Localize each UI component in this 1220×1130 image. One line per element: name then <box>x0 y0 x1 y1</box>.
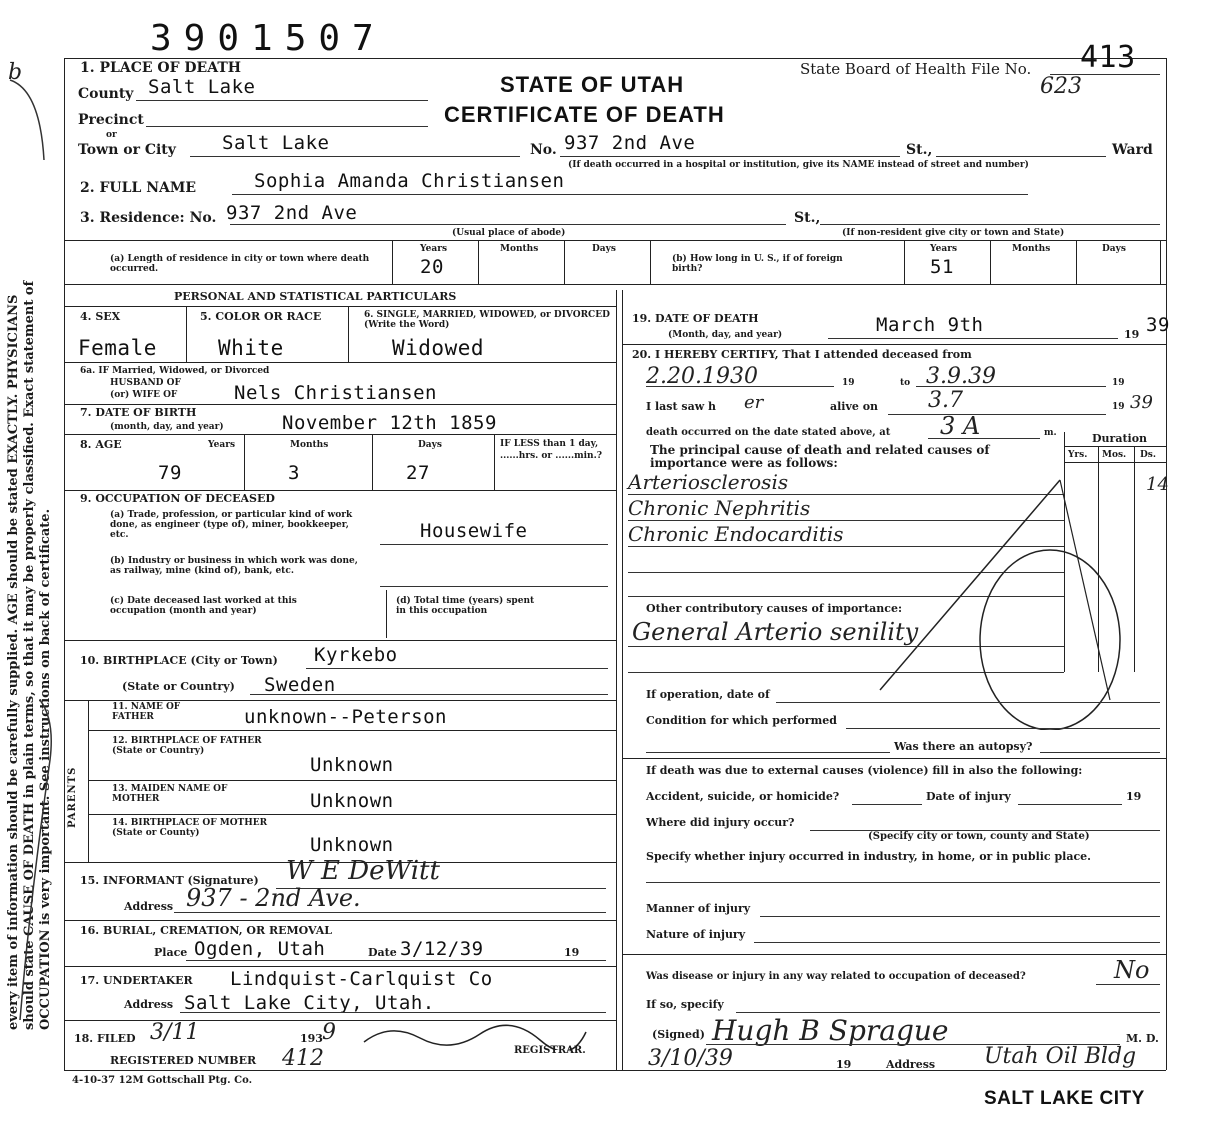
town-line <box>190 156 520 157</box>
attended-from-19: 19 <box>842 378 855 388</box>
birthplace-country: Sweden <box>264 674 336 696</box>
certificate-title: CERTIFICATE OF DEATH <box>444 102 725 127</box>
father-bp-rule <box>88 780 616 781</box>
informant-address-line <box>174 912 606 913</box>
residence-st-label: St., <box>794 210 821 226</box>
filed-value: 3/11 <box>150 1020 200 1045</box>
undertaker-label: 17. UNDERTAKER <box>80 974 193 987</box>
external-label: If death was due to external causes (violence) fill in also the following: <box>646 764 1083 777</box>
manner-line <box>760 916 1160 917</box>
full-name-label: 2. FULL NAME <box>80 180 197 196</box>
precinct-line <box>146 126 428 127</box>
ward-label: Ward <box>1112 142 1153 158</box>
residence-st-line <box>820 224 1160 225</box>
death-date-sub: (Month, day, and year) <box>668 330 783 340</box>
burial-year-label: 19 <box>564 946 580 959</box>
personal-header: PERSONAL AND STATISTICAL PARTICULARS <box>174 290 457 303</box>
registrar-label: REGISTRAR. <box>514 1045 586 1056</box>
md-label: M. D. <box>1126 1032 1159 1045</box>
us-years-value: 51 <box>930 256 954 278</box>
us-v2 <box>990 240 991 284</box>
center-divider <box>616 290 617 1070</box>
injury-date-label: Date of injury <box>926 790 1011 803</box>
file-no-value: 413 <box>1080 40 1136 75</box>
if-so-label: If so, specify <box>646 998 724 1011</box>
birthplace-line <box>306 668 608 669</box>
causes-label: The principal cause of death and related causes of importance were as follows: <box>650 443 990 470</box>
age-years-value: 79 <box>158 462 182 484</box>
burial-date: 3/12/39 <box>400 938 484 960</box>
state-title: STATE OF UTAH <box>500 72 685 97</box>
parents-side-label: PARENTS <box>67 766 78 828</box>
alive-19: 19 <box>1112 402 1125 412</box>
sex-label: 4. SEX <box>80 310 121 323</box>
age-days-value: 27 <box>406 462 430 484</box>
precinct-label: Precinct <box>78 112 144 128</box>
mother-rule <box>88 814 616 815</box>
spouse-rule <box>64 404 616 405</box>
burial-place-label: Place <box>154 946 188 959</box>
ds-label: Ds. <box>1140 450 1157 460</box>
filed-year: 9 <box>322 1020 336 1045</box>
alive-year: 39 <box>1130 392 1153 413</box>
nature-rule <box>622 954 1166 955</box>
age-months-label: Months <box>290 440 329 450</box>
border-right <box>1166 58 1167 1070</box>
hospital-note: (If death occurred in a hospital or institution, give its NAME instead of street and number) <box>568 160 1029 170</box>
border-left <box>64 58 65 1070</box>
burial-place: Ogden, Utah <box>194 938 326 960</box>
address-line <box>560 156 900 157</box>
death-year-label: 19 <box>1124 328 1140 341</box>
dob-label-1: 7. DATE OF BIRTH <box>80 406 197 419</box>
m-label: m. <box>1044 428 1057 438</box>
mother-value: Unknown <box>310 790 394 812</box>
us-v1 <box>904 240 905 284</box>
informant-address-label: Address <box>124 900 174 913</box>
alive-date: 3.7 <box>928 388 963 413</box>
residence-value: 937 2nd Ave <box>226 202 358 224</box>
ward-line <box>936 156 1106 157</box>
no-label: No. <box>530 142 557 158</box>
death-year: 39 <box>1146 314 1170 336</box>
age-days-label: Days <box>418 440 442 450</box>
occupation-b-line <box>380 586 608 587</box>
border-bottom <box>64 1070 1166 1071</box>
length-label: (a) Length of residence in city or town where death occurred. <box>110 254 370 274</box>
cause-annotation-marks <box>620 440 1166 730</box>
registered-value: 412 <box>282 1046 324 1071</box>
sig-year-label: 19 <box>836 1058 852 1071</box>
days-label: Days <box>592 244 616 254</box>
res-bottom-rule <box>64 284 1166 285</box>
operation-label: If operation, date of <box>646 688 770 701</box>
attended-to-19: 19 <box>1112 378 1125 388</box>
res-v1 <box>392 240 393 284</box>
address-value: 937 2nd Ave <box>564 132 696 154</box>
yrs-label: Yrs. <box>1068 450 1088 460</box>
county-value: Salt Lake <box>148 76 256 98</box>
father-bp-label: 12. BIRTHPLACE OF FATHER (State or Country) <box>112 736 262 756</box>
occupation-a-line <box>380 544 608 545</box>
death-date-line <box>828 338 1118 339</box>
spouse-value: Nels Christiansen <box>234 382 437 404</box>
border-top <box>64 58 1166 59</box>
death-date: March 9th <box>876 314 984 336</box>
cause-1: Arteriosclerosis <box>628 470 789 494</box>
last-saw-label: I last saw h <box>646 400 717 413</box>
abode-note: (Usual place of abode) <box>452 228 566 238</box>
burial-label: 16. BURIAL, CREMATION, OR REMOVAL <box>80 924 332 937</box>
birthplace-state-label: (State or Country) <box>122 680 235 693</box>
occ-div <box>386 590 387 638</box>
sex-rule <box>64 362 616 363</box>
other-label: Other contributory causes of importance: <box>646 602 903 615</box>
file-no-extra: 623 <box>1040 74 1082 99</box>
spouse-label-3: (or) WIFE OF <box>110 390 178 400</box>
informant-address: 937 - 2nd Ave. <box>186 884 361 912</box>
registered-label: REGISTERED NUMBER <box>110 1054 257 1067</box>
cause-3: Chronic Endocarditis <box>628 522 844 546</box>
age-div-2 <box>372 434 373 490</box>
age-div-3 <box>494 434 495 490</box>
burial-rule <box>64 966 616 967</box>
printer-line: 4-10-37 12M Gottschall Ptg. Co. <box>72 1075 253 1086</box>
occupation-related: No <box>1114 956 1150 984</box>
autopsy-rule <box>622 758 1166 759</box>
occupation-c-label: (c) Date deceased last worked at this occupation (month and year) <box>110 596 297 616</box>
spouse-label-2: HUSBAND OF <box>110 378 181 388</box>
occupation-related-label: Was disease or injury in any way related to occupation of deceased? <box>646 971 1026 982</box>
if-so-line <box>736 1012 1160 1013</box>
certificate-number: 3901507 <box>150 18 386 59</box>
informant-rule <box>64 920 616 921</box>
sig-address: Utah Oil Bldg <box>984 1044 1137 1069</box>
filed-year-label: 193 <box>300 1032 323 1045</box>
st-label: St., <box>906 142 933 158</box>
specify-note: (Specify city or town, county and State) <box>868 831 1090 842</box>
spouse-label-1: 6a. IF Married, Widowed, or Divorced <box>80 366 270 376</box>
last-saw-pronoun: er <box>744 392 764 413</box>
res-v3 <box>564 240 565 284</box>
file-no-label: State Board of Health File No. <box>800 60 1032 78</box>
birthplace-rule <box>64 700 616 701</box>
father-label: 11. NAME OF FATHER <box>112 702 181 722</box>
nature-line <box>754 942 1160 943</box>
alive-line <box>888 414 1106 415</box>
occupation-a-value: Housewife <box>420 520 528 542</box>
undertaker-line <box>180 1012 606 1013</box>
occupation-b-label: (b) Industry or business in which work was done, as railway, mine (kind of), bank, etc. <box>110 556 358 576</box>
father-value: unknown--Peterson <box>244 706 447 728</box>
operation-line <box>776 702 1160 703</box>
res-v4 <box>650 240 651 284</box>
where-label: Where did injury occur? <box>646 816 795 829</box>
attended-from-line <box>646 386 834 387</box>
condition-label: Condition for which performed <box>646 714 837 727</box>
mother-bp-label: 14. BIRTHPLACE OF MOTHER (State or County) <box>112 818 268 838</box>
town-label: Town or City <box>78 142 176 158</box>
marital-value: Widowed <box>392 336 485 360</box>
residence-line <box>230 224 786 225</box>
injury-year-label: 19 <box>1126 790 1142 803</box>
margin-instructions-3: OCCUPATION is very important. See instructions on back of certificate. <box>38 508 53 1030</box>
burial-line <box>186 960 606 961</box>
dob-label-2: (month, day, and year) <box>110 422 224 432</box>
us-v3 <box>1076 240 1077 284</box>
cause-2: Chronic Nephritis <box>628 496 811 520</box>
occupation-d-label: (d) Total time (years) spent in this occupation <box>396 596 535 616</box>
specify-line <box>646 882 1160 883</box>
duration-label: Duration <box>1092 432 1148 445</box>
margin-note: b <box>8 60 23 85</box>
specify-label: Specify whether injury occurred in industry, in home, or in public place. <box>646 850 1091 863</box>
sex-value: Female <box>78 336 157 360</box>
or-label: or <box>106 130 117 140</box>
other-cause: General Arterio senility <box>632 618 919 646</box>
signature-date: 3/10/39 <box>648 1046 733 1071</box>
certify-label: 20. I HEREBY CERTIFY, That I attended deceased from <box>632 348 972 361</box>
accident-label: Accident, suicide, or homicide? <box>646 790 840 803</box>
signed-label: (Signed) <box>652 1028 705 1041</box>
nonres-note: (If non-resident give city or town and State) <box>842 228 1065 238</box>
birthplace-country-line <box>250 694 608 695</box>
race-value: White <box>218 336 284 360</box>
place-of-death-label: 1. PLACE OF DEATH <box>80 60 241 76</box>
county-line <box>136 100 428 101</box>
city-stamp: SALT LAKE CITY <box>984 1088 1145 1109</box>
autopsy-answer-line <box>1040 752 1160 753</box>
burial-date-label: Date <box>368 946 397 959</box>
alive-label: alive on <box>830 400 879 413</box>
autopsy-line <box>646 752 890 753</box>
injury-date-line <box>1018 804 1122 805</box>
occ-rule <box>64 640 616 641</box>
months-label: Months <box>500 244 539 254</box>
occupation-label: 9. OCCUPATION OF DECEASED <box>80 492 275 505</box>
marital-label: 6. SINGLE, MARRIED, WIDOWED, or DIVORCED (Write the Word) <box>364 310 610 330</box>
dob-value: November 12th 1859 <box>282 412 497 434</box>
undertaker-address-label: Address <box>124 998 174 1011</box>
us-days-label: Days <box>1102 244 1126 254</box>
age-label: 8. AGE <box>80 438 122 451</box>
margin-scribble <box>0 0 60 1130</box>
attended-to: 3.9.39 <box>926 364 996 389</box>
race-label: 5. COLOR OR RACE <box>200 310 322 323</box>
sig-address-label: Address <box>886 1058 936 1071</box>
birthplace-city: Kyrkebo <box>314 644 398 666</box>
age-years-label: Years <box>208 440 236 450</box>
attended-from: 2.20.1930 <box>646 364 758 389</box>
to-label: to <box>900 378 911 388</box>
residence-label: 3. Residence: No. <box>80 210 217 226</box>
age-months-value: 3 <box>288 462 300 484</box>
sex-divider <box>186 306 187 362</box>
informant-label: 15. INFORMANT (Signature) <box>80 874 259 887</box>
manner-label: Manner of injury <box>646 902 751 915</box>
time-line <box>928 438 1040 439</box>
occurred-label: death occurred on the date stated above, at <box>646 427 891 438</box>
age-less-label: IF LESS than 1 day, ......hrs. or ......min.? <box>500 439 602 461</box>
us-v4 <box>1160 240 1161 284</box>
full-name-value: Sophia Amanda Christiansen <box>254 170 565 192</box>
us-label: (b) How long in U. S., if of foreign birth? <box>672 254 843 274</box>
town-value: Salt Lake <box>222 132 330 154</box>
condition-line <box>846 728 1160 729</box>
physician-signature: Hugh B Sprague <box>712 1014 949 1047</box>
margin-instructions-1: every item of information should be carefully supplied. AGE should be stated EXACTLY. PHYSICIANS <box>6 294 21 1030</box>
father-bp-value: Unknown <box>310 754 394 776</box>
death-date-label: 19. DATE OF DEATH <box>632 312 759 325</box>
race-divider <box>348 306 349 362</box>
death-date-rule <box>622 344 1166 345</box>
us-months-label: Months <box>1012 244 1051 254</box>
parents-side-rule <box>88 700 89 862</box>
age-div-1 <box>244 434 245 490</box>
years-value: 20 <box>420 256 444 278</box>
death-time: 3 A <box>940 412 981 440</box>
full-name-line <box>232 194 1028 195</box>
mother-bp-value: Unknown <box>310 834 394 856</box>
accident-line <box>852 804 922 805</box>
undertaker-name: Lindquist-Carlquist Co <box>230 968 493 990</box>
filed-label: 18. FILED <box>74 1032 136 1045</box>
age-rule <box>64 490 616 491</box>
occupation-a-label: (a) Trade, profession, or particular kind of work done, as engineer (type of), miner, bookkeeper, etc. <box>110 510 353 540</box>
informant-signature: W E DeWitt <box>286 856 440 886</box>
res-top-rule <box>64 240 1166 241</box>
dob-rule <box>64 434 616 435</box>
personal-rule <box>64 306 616 307</box>
margin-instructions-2: should state CAUSE OF DEATH in plain terms, so that it may be properly classified. Exact statement of <box>22 280 37 1030</box>
undertaker-address: Salt Lake City, Utah. <box>184 992 435 1014</box>
attended-to-line <box>916 386 1106 387</box>
res-v2 <box>478 240 479 284</box>
us-years-label: Years <box>930 244 958 254</box>
mos-label: Mos. <box>1102 450 1127 460</box>
cause-1-duration: 14 <box>1146 474 1169 495</box>
birthplace-label: 10. BIRTHPLACE (City or Town) <box>80 654 278 667</box>
county-label: County <box>78 86 134 102</box>
nature-label: Nature of injury <box>646 928 746 941</box>
years-label: Years <box>420 244 448 254</box>
autopsy-label: Was there an autopsy? <box>894 740 1033 753</box>
occ-related-line <box>1096 984 1160 985</box>
mother-label: 13. MAIDEN NAME OF MOTHER <box>112 784 228 804</box>
father-rule <box>88 730 616 731</box>
